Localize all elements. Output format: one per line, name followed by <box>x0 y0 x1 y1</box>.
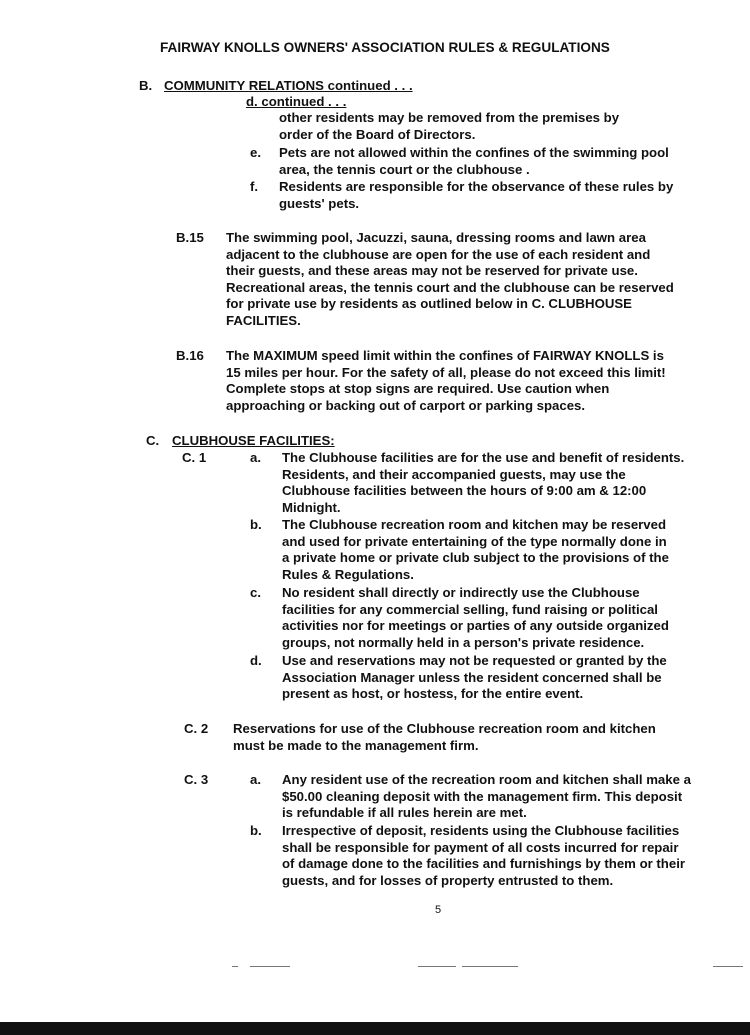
rule-b15-text <box>226 230 674 330</box>
text-line: Residents, and their accompanied guests, may use the <box>282 466 626 482</box>
text-line: FACILITIES. <box>226 312 301 328</box>
text-line: The Clubhouse facilities are for the use and benefit of residents. <box>282 450 685 465</box>
text-line: facilities for any commercial selling, fund raising or political <box>282 601 658 617</box>
text-line: Pets are not allowed within the confines of the swimming pool <box>279 145 669 160</box>
item-c3a-text <box>282 772 691 822</box>
item-f-marker: f. <box>250 179 259 194</box>
scan-mark <box>250 966 290 967</box>
rule-c1-number: C. 1 <box>182 450 207 465</box>
text-line: shall be responsible for payment of all costs incurred for repair <box>282 839 679 855</box>
page-title: FAIRWAY KNOLLS OWNERS' ASSOCIATION RULES & REGULATIONS <box>160 40 610 55</box>
item-f-text <box>279 179 673 212</box>
text-line: Reservations for use of the Clubhouse recreation room and kitchen <box>233 721 656 736</box>
page-number: 5 <box>435 904 442 916</box>
text-line: Rules & Regulations. <box>282 566 414 582</box>
text-line: for private use by residents as outlined below in C. CLUBHOUSE <box>226 296 632 312</box>
rule-c2-number: C. 2 <box>184 721 209 736</box>
scan-mark <box>713 966 743 967</box>
text-line: Clubhouse facilities between the hours of 9:00 am & 12:00 <box>282 483 647 499</box>
text-line: Complete stops at stop signs are required. Use caution when <box>226 381 610 397</box>
scan-mark <box>462 966 518 967</box>
section-c-letter: C. <box>146 433 160 448</box>
text-line: adjacent to the clubhouse are open for the use of each resident and <box>226 246 651 262</box>
item-c1d-text <box>282 653 667 703</box>
item-c1b-marker: b. <box>250 517 262 532</box>
text-line: Association Manager unless the resident concerned shall be <box>282 669 662 685</box>
item-c3b-text <box>282 823 685 889</box>
text-line: No resident shall directly or indirectly use the Clubhouse <box>282 585 640 600</box>
text-line: $50.00 cleaning deposit with the management firm. This deposit <box>282 788 683 804</box>
text-line: Residents are responsible for the observance of these rules by <box>279 179 674 194</box>
section-c-heading: CLUBHOUSE FACILITIES: <box>172 433 335 448</box>
section-b-letter: B. <box>139 78 153 93</box>
item-c1b-text <box>282 517 669 583</box>
item-c1a-text <box>282 450 684 516</box>
item-c1d-marker: d. <box>250 653 262 668</box>
item-e-marker: e. <box>250 145 261 160</box>
text-line: guests, and for losses of property entrusted to them. <box>282 872 614 888</box>
text-line: present as host, or hostess, for the entire event. <box>282 686 584 702</box>
text-line: area, the tennis court or the clubhouse . <box>279 161 530 177</box>
text-line: must be made to the management firm. <box>233 737 479 753</box>
rule-c3-number: C. 3 <box>184 772 209 787</box>
text-line: guests' pets. <box>279 195 360 211</box>
item-c1c-marker: c. <box>250 585 261 600</box>
text-line: 15 miles per hour. For the safety of all, please do not exceed this limit! <box>226 364 666 380</box>
item-c1a-marker: a. <box>250 450 261 465</box>
text-line: Irrespective of deposit, residents using the Clubhouse facilities <box>282 823 680 838</box>
item-e-text <box>279 145 669 178</box>
item-c3b-marker: b. <box>250 823 262 838</box>
scan-mark <box>232 966 238 967</box>
item-c1c-text <box>282 585 669 651</box>
text-line: The MAXIMUM speed limit within the confines of FAIRWAY KNOLLS is <box>226 348 664 363</box>
rule-b16-number: B.16 <box>176 348 204 363</box>
text-line: and used for private entertaining of the type normally done in <box>282 533 667 549</box>
scan-border-bar <box>0 1022 750 1035</box>
text-line: of damage done to the facilities and furnishings by them or their <box>282 856 685 872</box>
item-d-text <box>279 110 619 143</box>
text-line: a private home or private club subject to the provisions of the <box>282 550 669 566</box>
text-line: activities nor for meetings or parties of any outside organized <box>282 618 669 634</box>
item-c3a-marker: a. <box>250 772 261 787</box>
subsection-d-continued: d. continued . . . <box>246 94 347 109</box>
text-line: is refundable if all rules herein are met. <box>282 805 527 821</box>
text-line: Midnight. <box>282 499 341 515</box>
text-line: The Clubhouse recreation room and kitchen may be reserved <box>282 517 667 532</box>
text-line: approaching or backing out of carport or parking spaces. <box>226 397 586 413</box>
rule-c2-text <box>233 721 656 754</box>
text-line: Any resident use of the recreation room and kitchen shall make a <box>282 772 691 787</box>
text-line: The swimming pool, Jacuzzi, sauna, dressing rooms and lawn area <box>226 230 646 245</box>
text-line: their guests, and these areas may not be reserved for private use. <box>226 263 638 279</box>
text-line: order of the Board of Directors. <box>279 126 476 142</box>
text-line: Recreational areas, the tennis court and the clubhouse can be reserved <box>226 279 674 295</box>
section-b-heading: COMMUNITY RELATIONS continued . . . <box>164 78 413 93</box>
text-line: other residents may be removed from the premises by <box>279 110 620 125</box>
text-line: groups, not normally held in a person's private residence. <box>282 634 645 650</box>
scan-mark <box>418 966 456 967</box>
rule-b15-number: B.15 <box>176 230 204 245</box>
text-line: Use and reservations may not be requested or granted by the <box>282 653 667 668</box>
rule-b16-text <box>226 348 666 414</box>
